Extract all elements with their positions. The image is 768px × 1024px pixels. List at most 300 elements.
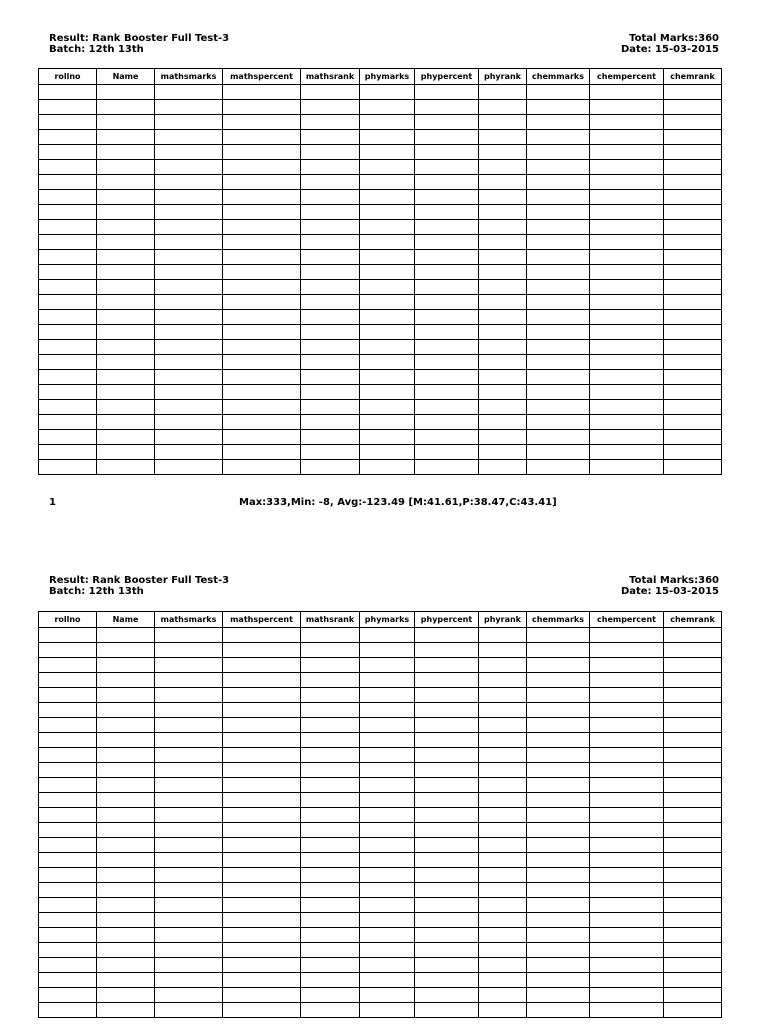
total-marks: Total Marks:360 <box>629 33 719 44</box>
table-cell-chempercent <box>590 190 664 205</box>
table-cell-phypercent <box>415 823 479 838</box>
table-cell-mathsrank <box>301 220 360 235</box>
column-header-mathsrank: mathsrank <box>301 612 360 628</box>
table-cell-chempercent <box>590 943 664 958</box>
table-cell-chemrank <box>664 310 722 325</box>
table-cell-mathspercent <box>223 913 301 928</box>
table-cell-phypercent <box>415 220 479 235</box>
table-cell-chemrank <box>664 1003 722 1018</box>
table-row <box>39 793 722 808</box>
table-cell-rollno <box>39 145 97 160</box>
table-cell-chempercent <box>590 145 664 160</box>
table-cell-mathsrank <box>301 130 360 145</box>
table-cell-mathsmarks <box>155 658 223 673</box>
table-cell-mathsrank <box>301 385 360 400</box>
table-cell-mathspercent <box>223 430 301 445</box>
table-cell-name <box>97 658 155 673</box>
table-cell-mathspercent <box>223 928 301 943</box>
table-cell-mathspercent <box>223 628 301 643</box>
table-row <box>39 898 722 913</box>
table-cell-name <box>97 205 155 220</box>
table-cell-chempercent <box>590 175 664 190</box>
table-cell-phymarks <box>360 778 415 793</box>
table-cell-chemrank <box>664 325 722 340</box>
table-cell-phyrank <box>479 175 527 190</box>
table-cell-phymarks <box>360 718 415 733</box>
table-cell-chemrank <box>664 853 722 868</box>
table-cell-phypercent <box>415 868 479 883</box>
table-cell-rollno <box>39 340 97 355</box>
table-cell-chemmarks <box>527 973 590 988</box>
table-cell-name <box>97 958 155 973</box>
column-header-mathspercent: mathspercent <box>223 69 301 85</box>
table-cell-name <box>97 415 155 430</box>
table-cell-phyrank <box>479 130 527 145</box>
column-header-chemrank: chemrank <box>664 612 722 628</box>
table-cell-phyrank <box>479 340 527 355</box>
table-cell-phyrank <box>479 793 527 808</box>
table-cell-chemrank <box>664 130 722 145</box>
table-cell-chemmarks <box>527 853 590 868</box>
table-cell-chempercent <box>590 973 664 988</box>
table-cell-phymarks <box>360 733 415 748</box>
table-cell-chemmarks <box>527 703 590 718</box>
table-cell-rollno <box>39 958 97 973</box>
table-cell-mathsrank <box>301 658 360 673</box>
table-cell-phymarks <box>360 838 415 853</box>
table-cell-rollno <box>39 115 97 130</box>
table-cell-mathspercent <box>223 190 301 205</box>
table-cell-phyrank <box>479 628 527 643</box>
column-header-rollno: rollno <box>39 69 97 85</box>
table-cell-mathsmarks <box>155 928 223 943</box>
table-cell-mathspercent <box>223 295 301 310</box>
table-cell-chemmarks <box>527 958 590 973</box>
table-row <box>39 748 722 763</box>
table-cell-name <box>97 898 155 913</box>
table-cell-phymarks <box>360 190 415 205</box>
table-cell-chemrank <box>664 733 722 748</box>
table-cell-mathsrank <box>301 1003 360 1018</box>
table-cell-name <box>97 703 155 718</box>
table-cell-phypercent <box>415 898 479 913</box>
table-row <box>39 718 722 733</box>
table-cell-rollno <box>39 808 97 823</box>
table-cell-phymarks <box>360 703 415 718</box>
table-cell-chempercent <box>590 958 664 973</box>
table-cell-rollno <box>39 988 97 1003</box>
table-cell-mathspercent <box>223 205 301 220</box>
table-cell-phyrank <box>479 673 527 688</box>
table-row <box>39 913 722 928</box>
column-header-mathsmarks: mathsmarks <box>155 69 223 85</box>
table-cell-chemmarks <box>527 325 590 340</box>
table-cell-chemmarks <box>527 115 590 130</box>
table-cell-rollno <box>39 175 97 190</box>
table-cell-mathspercent <box>223 793 301 808</box>
test-date: Date: 15-03-2015 <box>620 44 719 55</box>
table-cell-mathspercent <box>223 748 301 763</box>
table-row <box>39 1003 722 1018</box>
table-cell-phypercent <box>415 385 479 400</box>
table-cell-phypercent <box>415 943 479 958</box>
table-cell-chemmarks <box>527 898 590 913</box>
table-row <box>39 160 722 175</box>
column-header-mathsrank: mathsrank <box>301 69 360 85</box>
table-row <box>39 643 722 658</box>
table-cell-chemrank <box>664 415 722 430</box>
table-cell-chemmarks <box>527 928 590 943</box>
table-cell-chemmarks <box>527 175 590 190</box>
table-cell-mathsrank <box>301 868 360 883</box>
table-cell-name <box>97 115 155 130</box>
table-cell-mathspercent <box>223 220 301 235</box>
table-row <box>39 85 722 100</box>
table-cell-mathsmarks <box>155 913 223 928</box>
table-cell-chemmarks <box>527 100 590 115</box>
table-row <box>39 250 722 265</box>
table-cell-mathsrank <box>301 400 360 415</box>
table-row <box>39 883 722 898</box>
table-cell-mathsmarks <box>155 115 223 130</box>
table-cell-mathsrank <box>301 445 360 460</box>
table-cell-phyrank <box>479 265 527 280</box>
table-cell-chemrank <box>664 718 722 733</box>
table-cell-phypercent <box>415 250 479 265</box>
table-cell-chempercent <box>590 988 664 1003</box>
table-cell-phymarks <box>360 325 415 340</box>
table-cell-mathsrank <box>301 793 360 808</box>
table-cell-mathsrank <box>301 718 360 733</box>
table-cell-chempercent <box>590 445 664 460</box>
table-cell-name <box>97 265 155 280</box>
table-cell-rollno <box>39 445 97 460</box>
table-cell-phyrank <box>479 160 527 175</box>
table-cell-mathspercent <box>223 898 301 913</box>
table-cell-rollno <box>39 415 97 430</box>
table-cell-mathsrank <box>301 115 360 130</box>
table-cell-name <box>97 988 155 1003</box>
table-cell-name <box>97 400 155 415</box>
table-cell-mathsmarks <box>155 793 223 808</box>
table-cell-phymarks <box>360 808 415 823</box>
table-cell-rollno <box>39 1003 97 1018</box>
table-cell-phymarks <box>360 823 415 838</box>
table-cell-mathspercent <box>223 853 301 868</box>
table-row <box>39 460 722 475</box>
column-header-phyrank: phyrank <box>479 69 527 85</box>
table-cell-chemrank <box>664 100 722 115</box>
table-cell-phymarks <box>360 460 415 475</box>
table-cell-mathsmarks <box>155 85 223 100</box>
table-cell-mathsmarks <box>155 250 223 265</box>
table-cell-mathsrank <box>301 853 360 868</box>
table-cell-phypercent <box>415 175 479 190</box>
table-cell-rollno <box>39 793 97 808</box>
table-cell-phyrank <box>479 400 527 415</box>
table-cell-phyrank <box>479 838 527 853</box>
table-cell-mathsrank <box>301 250 360 265</box>
table-row <box>39 325 722 340</box>
table-row <box>39 295 722 310</box>
table-cell-rollno <box>39 430 97 445</box>
table-cell-name <box>97 175 155 190</box>
table-cell-phypercent <box>415 958 479 973</box>
table-cell-phyrank <box>479 748 527 763</box>
column-header-rollno: rollno <box>39 612 97 628</box>
table-cell-phyrank <box>479 718 527 733</box>
table-cell-phymarks <box>360 310 415 325</box>
table-cell-rollno <box>39 265 97 280</box>
sheet-header-right <box>621 575 719 597</box>
table-cell-chemrank <box>664 958 722 973</box>
table-row <box>39 808 722 823</box>
table-row <box>39 415 722 430</box>
table-cell-mathspercent <box>223 235 301 250</box>
table-cell-rollno <box>39 883 97 898</box>
table-cell-mathsmarks <box>155 718 223 733</box>
table-cell-phymarks <box>360 853 415 868</box>
table-cell-phypercent <box>415 190 479 205</box>
table-cell-mathspercent <box>223 280 301 295</box>
table-cell-chemrank <box>664 295 722 310</box>
table-cell-name <box>97 883 155 898</box>
table-cell-rollno <box>39 220 97 235</box>
table-cell-mathspercent <box>223 658 301 673</box>
table-cell-phymarks <box>360 958 415 973</box>
table-cell-mathsrank <box>301 898 360 913</box>
table-cell-chemrank <box>664 703 722 718</box>
table-cell-name <box>97 325 155 340</box>
table-cell-chemrank <box>664 658 722 673</box>
table-cell-chemrank <box>664 793 722 808</box>
table-cell-mathspercent <box>223 400 301 415</box>
table-cell-rollno <box>39 823 97 838</box>
table-cell-chempercent <box>590 868 664 883</box>
table-cell-name <box>97 838 155 853</box>
table-cell-phyrank <box>479 415 527 430</box>
table-cell-phypercent <box>415 400 479 415</box>
table-cell-mathsmarks <box>155 703 223 718</box>
table-cell-chemmarks <box>527 793 590 808</box>
table-cell-phypercent <box>415 430 479 445</box>
table-cell-name <box>97 763 155 778</box>
table-cell-name <box>97 1003 155 1018</box>
table-cell-chemmarks <box>527 688 590 703</box>
table-cell-name <box>97 643 155 658</box>
table-cell-name <box>97 853 155 868</box>
table-cell-mathspercent <box>223 115 301 130</box>
table-cell-mathsmarks <box>155 295 223 310</box>
table-cell-phyrank <box>479 295 527 310</box>
table-cell-chempercent <box>590 85 664 100</box>
sheet-header-left <box>49 33 229 55</box>
table-cell-phyrank <box>479 763 527 778</box>
table-cell-phyrank <box>479 85 527 100</box>
table-cell-phymarks <box>360 130 415 145</box>
table-cell-rollno <box>39 733 97 748</box>
table-cell-mathsmarks <box>155 898 223 913</box>
table-cell-chempercent <box>590 205 664 220</box>
table-cell-rollno <box>39 205 97 220</box>
batch-label: Batch: 12th 13th <box>49 44 144 55</box>
table-cell-phymarks <box>360 370 415 385</box>
table-cell-chemmarks <box>527 220 590 235</box>
table-cell-chempercent <box>590 250 664 265</box>
table-cell-name <box>97 445 155 460</box>
table-cell-phypercent <box>415 838 479 853</box>
table-cell-mathsmarks <box>155 355 223 370</box>
table-cell-rollno <box>39 718 97 733</box>
table-cell-chemmarks <box>527 643 590 658</box>
table-cell-chemmarks <box>527 280 590 295</box>
table-row <box>39 190 722 205</box>
table-cell-phypercent <box>415 988 479 1003</box>
table-cell-chemmarks <box>527 235 590 250</box>
result-title: Result: Rank Booster Full Test-3 <box>49 33 230 44</box>
table-cell-phypercent <box>415 340 479 355</box>
table-cell-chemrank <box>664 115 722 130</box>
table-cell-rollno <box>39 778 97 793</box>
table-cell-chempercent <box>590 340 664 355</box>
column-header-mathsmarks: mathsmarks <box>155 612 223 628</box>
table-cell-mathspercent <box>223 265 301 280</box>
table-cell-chemmarks <box>527 265 590 280</box>
table-cell-phypercent <box>415 310 479 325</box>
table-cell-chemrank <box>664 385 722 400</box>
table-cell-chemmarks <box>527 808 590 823</box>
table-cell-mathspercent <box>223 823 301 838</box>
table-cell-chemrank <box>664 205 722 220</box>
table-cell-phypercent <box>415 673 479 688</box>
table-cell-chemrank <box>664 190 722 205</box>
table-cell-mathsmarks <box>155 763 223 778</box>
table-cell-phypercent <box>415 85 479 100</box>
table-cell-rollno <box>39 838 97 853</box>
table-cell-mathsrank <box>301 748 360 763</box>
table-cell-chemrank <box>664 688 722 703</box>
table-cell-chemmarks <box>527 913 590 928</box>
table-cell-phypercent <box>415 808 479 823</box>
table-cell-phyrank <box>479 115 527 130</box>
table-cell-chempercent <box>590 265 664 280</box>
table-cell-chemrank <box>664 883 722 898</box>
table-cell-mathsrank <box>301 823 360 838</box>
table-cell-chemrank <box>664 778 722 793</box>
table-cell-rollno <box>39 280 97 295</box>
table-cell-rollno <box>39 853 97 868</box>
table-cell-name <box>97 718 155 733</box>
table-cell-rollno <box>39 85 97 100</box>
table-cell-phypercent <box>415 883 479 898</box>
table-cell-mathsrank <box>301 838 360 853</box>
result-table <box>38 68 722 475</box>
table-cell-name <box>97 220 155 235</box>
table-cell-mathsmarks <box>155 190 223 205</box>
table-cell-phyrank <box>479 1003 527 1018</box>
table-cell-phypercent <box>415 643 479 658</box>
table-cell-chempercent <box>590 355 664 370</box>
table-cell-phymarks <box>360 658 415 673</box>
table-cell-phymarks <box>360 415 415 430</box>
table-cell-mathspercent <box>223 958 301 973</box>
table-cell-mathsmarks <box>155 823 223 838</box>
table-cell-rollno <box>39 100 97 115</box>
table-cell-chemmarks <box>527 310 590 325</box>
table-cell-phyrank <box>479 808 527 823</box>
table-cell-chemrank <box>664 913 722 928</box>
table-cell-phypercent <box>415 100 479 115</box>
table-cell-chempercent <box>590 115 664 130</box>
table-cell-name <box>97 778 155 793</box>
table-cell-chemmarks <box>527 415 590 430</box>
column-header-chemmarks: chemmarks <box>527 69 590 85</box>
table-cell-phyrank <box>479 190 527 205</box>
table-cell-chemrank <box>664 748 722 763</box>
column-header-phymarks: phymarks <box>360 612 415 628</box>
table-row <box>39 370 722 385</box>
table-row <box>39 868 722 883</box>
table-cell-chemrank <box>664 973 722 988</box>
table-cell-phyrank <box>479 145 527 160</box>
table-cell-phyrank <box>479 823 527 838</box>
table-cell-chemmarks <box>527 400 590 415</box>
table-cell-phyrank <box>479 928 527 943</box>
table-cell-phyrank <box>479 658 527 673</box>
table-cell-name <box>97 160 155 175</box>
table-cell-phyrank <box>479 250 527 265</box>
column-header-mathspercent: mathspercent <box>223 612 301 628</box>
table-cell-chempercent <box>590 220 664 235</box>
column-header-chemmarks: chemmarks <box>527 612 590 628</box>
table-cell-mathspercent <box>223 868 301 883</box>
table-cell-phymarks <box>360 973 415 988</box>
table-cell-chempercent <box>590 160 664 175</box>
table-cell-chemrank <box>664 643 722 658</box>
table-cell-chempercent <box>590 673 664 688</box>
table-cell-mathsmarks <box>155 1003 223 1018</box>
table-cell-mathspercent <box>223 85 301 100</box>
table-cell-chempercent <box>590 688 664 703</box>
table-row <box>39 763 722 778</box>
table-cell-mathsrank <box>301 673 360 688</box>
table-cell-rollno <box>39 310 97 325</box>
table-row <box>39 958 722 973</box>
table-cell-chemmarks <box>527 385 590 400</box>
table-cell-chemmarks <box>527 1003 590 1018</box>
table-cell-mathsrank <box>301 430 360 445</box>
table-cell-name <box>97 355 155 370</box>
table-cell-chempercent <box>590 823 664 838</box>
table-cell-phymarks <box>360 295 415 310</box>
table-cell-mathspercent <box>223 883 301 898</box>
table-cell-phymarks <box>360 868 415 883</box>
table-cell-phymarks <box>360 763 415 778</box>
table-cell-chempercent <box>590 913 664 928</box>
table-cell-phyrank <box>479 733 527 748</box>
table-cell-chempercent <box>590 748 664 763</box>
table-cell-rollno <box>39 355 97 370</box>
table-cell-mathsrank <box>301 883 360 898</box>
table-cell-phyrank <box>479 988 527 1003</box>
table-cell-mathspercent <box>223 160 301 175</box>
table-cell-mathsrank <box>301 913 360 928</box>
table-cell-mathspercent <box>223 688 301 703</box>
table-cell-mathsmarks <box>155 235 223 250</box>
table-cell-mathspercent <box>223 340 301 355</box>
table-cell-mathsrank <box>301 280 360 295</box>
table-cell-chemmarks <box>527 733 590 748</box>
